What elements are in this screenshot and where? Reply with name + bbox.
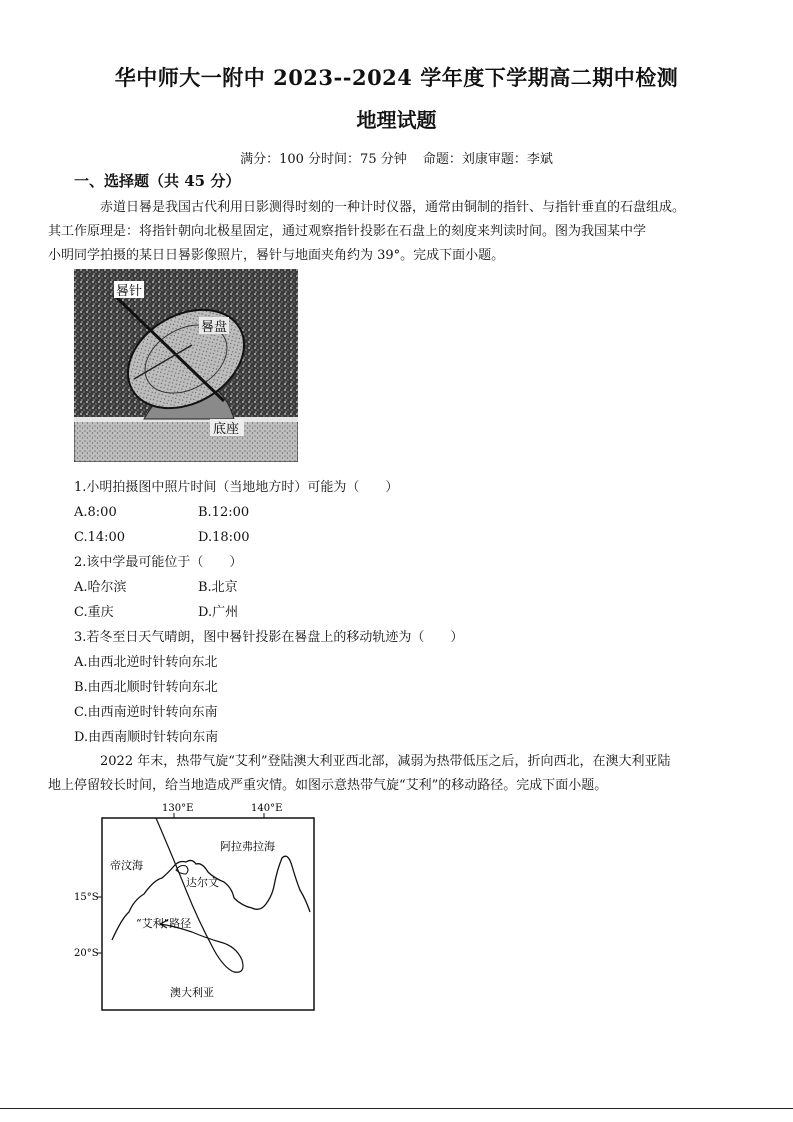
lat-20: 20°S <box>74 948 99 959</box>
page-bottom-rule <box>0 1108 793 1109</box>
score-time: 满分：100 分时间：75 分钟 <box>240 152 407 167</box>
question-3-stem: 3.若冬至日天气晴朗，图中晷针投影在晷盘上的移动轨迹为（ ） <box>74 630 464 645</box>
question-1-stem: 1.小明拍摄图中照片时间（当地地方时）可能为（ ） <box>74 480 399 495</box>
question-1-option-b[interactable]: B.12:00 <box>198 505 250 520</box>
passage-1-line: 赤道日晷是我国古代利用日影测得时刻的一种计时仪器，通常由铜制的指针、与指针垂直的石盘组成。 <box>100 200 686 215</box>
sundial-photo <box>74 269 298 462</box>
question-3-option-b[interactable]: B.由西北顺时针转向东北 <box>74 680 218 695</box>
question-1-option-c[interactable]: C.14:00 <box>74 530 126 545</box>
label-dial: 晷盘 <box>201 320 228 335</box>
question-2-option-d[interactable]: D.广州 <box>198 605 239 620</box>
cyclone-map <box>74 800 324 1012</box>
lat-15: 15°S <box>74 892 99 903</box>
lon-130: 130°E <box>162 803 194 814</box>
question-3-option-c[interactable]: C.由西南逆时针转向东南 <box>74 705 218 720</box>
exam-meta <box>0 148 793 167</box>
question-1-option-d[interactable]: D.18:00 <box>198 530 250 545</box>
exam-subtitle: 地理试题 <box>356 108 437 132</box>
passage-2 <box>48 750 734 798</box>
section-heading: 一、选择题（共 45 分） <box>74 172 241 190</box>
darwin-label: 达尔文 <box>186 876 219 889</box>
timor-sea-label: 帝汶海 <box>110 859 143 872</box>
track-label: “艾利”路径 <box>136 917 192 930</box>
question-3-option-a[interactable]: A.由西北逆时针转向东北 <box>74 655 218 670</box>
question-3-option-d[interactable]: D.由西南顺时针转向东南 <box>74 730 219 745</box>
arafura-sea-label: 阿拉弗拉海 <box>220 840 275 853</box>
label-needle: 晷针 <box>116 284 143 299</box>
question-2-option-c[interactable]: C.重庆 <box>74 605 114 620</box>
authors: 命题：刘康审题：李斌 <box>422 152 553 167</box>
australia-label: 澳大利亚 <box>170 986 214 999</box>
question-2-stem: 2.该中学最可能位于（ ） <box>74 555 243 570</box>
passage-2-line: 2022 年末，热带气旋“艾利”登陆澳大利亚西北部，减弱为热带低压之后，折向西北，在澳大利亚陆 <box>100 754 671 769</box>
question-2-option-a[interactable]: A.哈尔滨 <box>74 580 127 595</box>
passage-2-line: 地上停留较长时间，给当地造成严重灾情。如图示意热带气旋“艾利”的移动路径。完成下面小题。 <box>48 778 608 793</box>
lon-140: 140°E <box>251 803 283 814</box>
label-base: 底座 <box>213 422 240 437</box>
question-2-option-b[interactable]: B.北京 <box>198 580 238 595</box>
passage-1-line: 其工作原理是：将指针朝向北极星固定，通过观察指针投影在石盘上的刻度来判读时间。图为我国某中学 <box>48 224 647 239</box>
map-frame <box>102 818 314 1010</box>
passage-1 <box>48 196 734 268</box>
exam-title: 华中师大一附中 2023--2024 学年度下学期高二期中检测 <box>114 65 679 90</box>
passage-1-line: 小明同学拍摄的某日日晷影像照片，晷针与地面夹角约为 39°。完成下面小题。 <box>48 248 505 263</box>
question-1-option-a[interactable]: A.8:00 <box>74 505 117 520</box>
sundial-base <box>74 419 298 462</box>
